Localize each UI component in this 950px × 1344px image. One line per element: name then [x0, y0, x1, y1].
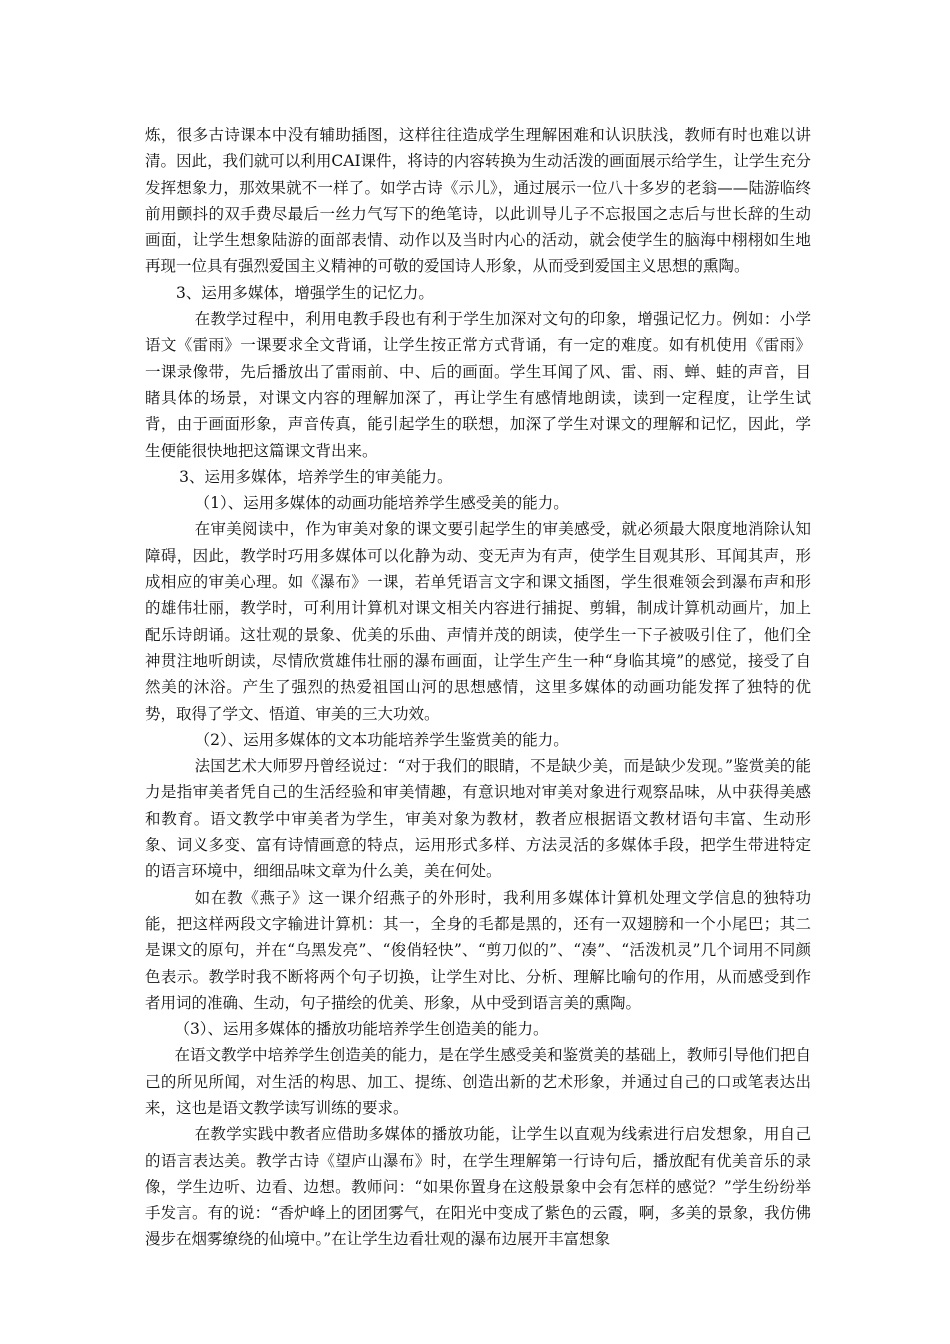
- paragraph-swallow: 如在教《燕子》这一课介绍燕子的外形时，我利用多媒体计算机处理文学信息的独特功能，把这样两段文字输进计算机：其一，全身的毛都是黑的，还有一双翅膀和一个小尾巴；其二是课文的原句，并在“乌黑发亮”、“俊俏轻快”、“剪刀似的”、“凑”、“活泼机灵”几个词用不同颜色表示。教学时我不断将两个句子切换，让学生对比、分析、理解比喻句的作用，从而感受到作者用词的准确、生动，句子描绘的优美、形象，从中受到语言美的熏陶。: [145, 888, 811, 1012]
- document-body: [145, 122, 811, 1253]
- paragraph-animation: 在审美阅读中，作为审美对象的课文要引起学生的审美感受，就必须最大限度地消除认知障碍，因此，教学时巧用多媒体可以化静为动、变无声为有声，使学生目观其形、耳闻其声，形成相应的审美心理。如《瀑布》一课，若单凭语言文字和课文插图，学生很难领会到瀑布声和形的雄伟壮丽，教学时，可利用计算机对课文相关内容进行捕捉、剪辑，制成计算机动画片，加上配乐诗朗诵。这壮观的景象、优美的乐曲、声情并茂的朗读，使学生一下子被吸引住了，他们全神贯注地听朗读，尽情欣赏雄伟壮丽的瀑布画面，让学生产生一种“身临其境”的感觉，接受了自然美的沐浴。产生了强烈的热爱祖国山河的思想感情，这里多媒体的动画功能发挥了独特的优势，取得了学文、悟道、审美的三大功效。: [145, 520, 811, 723]
- paragraph-ancient-poetry: 炼，很多古诗课本中没有辅助插图，这样往往造成学生理解困难和认识肤浅，教师有时也难以讲清。因此，我们就可以利用CAI课件，将诗的内容转换为生动活泼的画面展示给学生，让学生充分发挥想象力，那效果就不一样了。如学古诗《示儿》，通过展示一位八十多岁的老翁——陆游临终前用颤抖的双手费尽最后一丝力气写下的绝笔诗，以此训导儿子不忘报国之志后与世长辞的生动画面，让学生想象陆游的面部表情、动作以及当时内心的活动，就会使学生的脑海中栩栩如生地再现一位具有强烈爱国主义精神的可敬的爱国诗人形象，从而受到爱国主义思想的熏陶。: [145, 126, 811, 276]
- subheading-animation: （1）、运用多媒体的动画功能培养学生感受美的能力。: [194, 494, 569, 513]
- heading-aesthetic: 3、运用多媒体，培养学生的审美能力。: [179, 467, 453, 486]
- paragraph-create-beauty: 在语文教学中培养学生创造美的能力，是在学生感受美和鉴赏美的基础上，教师引导他们把自己的所见所闻，对生活的构思、加工、提练、创造出新的艺术形象，并通过自己的口或笔表达出来，这也是语文教学读写训练的要求。: [145, 1046, 811, 1117]
- paragraph-memory: 在教学过程中，利用电教手段也有利于学生加深对文句的印象，增强记忆力。例如：小学语文《雷雨》一课要求全文背诵，让学生按正常方式背诵，有一定的难度。如有机使用《雷雨》一课录像带，先后播放出了雷雨前、中、后的画面。学生耳闻了风、雷、雨、蝉、蛙的声音，目睹具体的场景，对课文内容的理解加深了，再让学生有感情地朗读，读到一定程度，让学生试背，由于画面形象，声音传真，能引起学生的联想，加深了学生对课文的理解和记忆，因此，学生便能很快地把这篇课文背出来。: [145, 310, 811, 460]
- paragraph-rodin: 法国艺术大师罗丹曾经说过：“对于我们的眼睛，不是缺少美，而是缺少发现。”鉴赏美的能力是指审美者凭自己的生活经验和审美情趣，有意识地对审美对象进行观察品味，从中获得美感和教育。语文教学中审美者为学生，审美对象为教材，教者应根据语文教材语句丰富、生动形象、词义多变、富有诗情画意的特点，运用形式多样、方法灵活的多媒体手段，把学生带进特定的语言环境中，细细品味文章为什么美，美在何处。: [145, 757, 811, 881]
- subheading-text-function: （2）、运用多媒体的文本功能培养学生鉴赏美的能力。: [194, 730, 569, 749]
- paragraph-lushan-waterfall: 在教学实践中教者应借助多媒体的播放功能，让学生以直观为线索进行启发想象，用自己的语言表达美。教学古诗《望庐山瀑布》时，在学生理解第一行诗句后，播放配有优美音乐的录像，学生边听、边看、边想。教师问：“如果你置身在这般景象中会有怎样的感觉？”学生纷纷举手发言。有的说：“香炉峰上的团团雾气，在阳光中变成了紫色的云霞，啊，多美的景象，我仿佛漫步在烟雾缭绕的仙境中。”在让学生边看壮观的瀑布边展开丰富想象: [145, 1125, 811, 1249]
- subheading-playback: （3）、运用多媒体的播放功能培养学生创造美的能力。: [174, 1020, 549, 1039]
- heading-memory: 3、运用多媒体，增强学生的记忆力。: [176, 283, 434, 302]
